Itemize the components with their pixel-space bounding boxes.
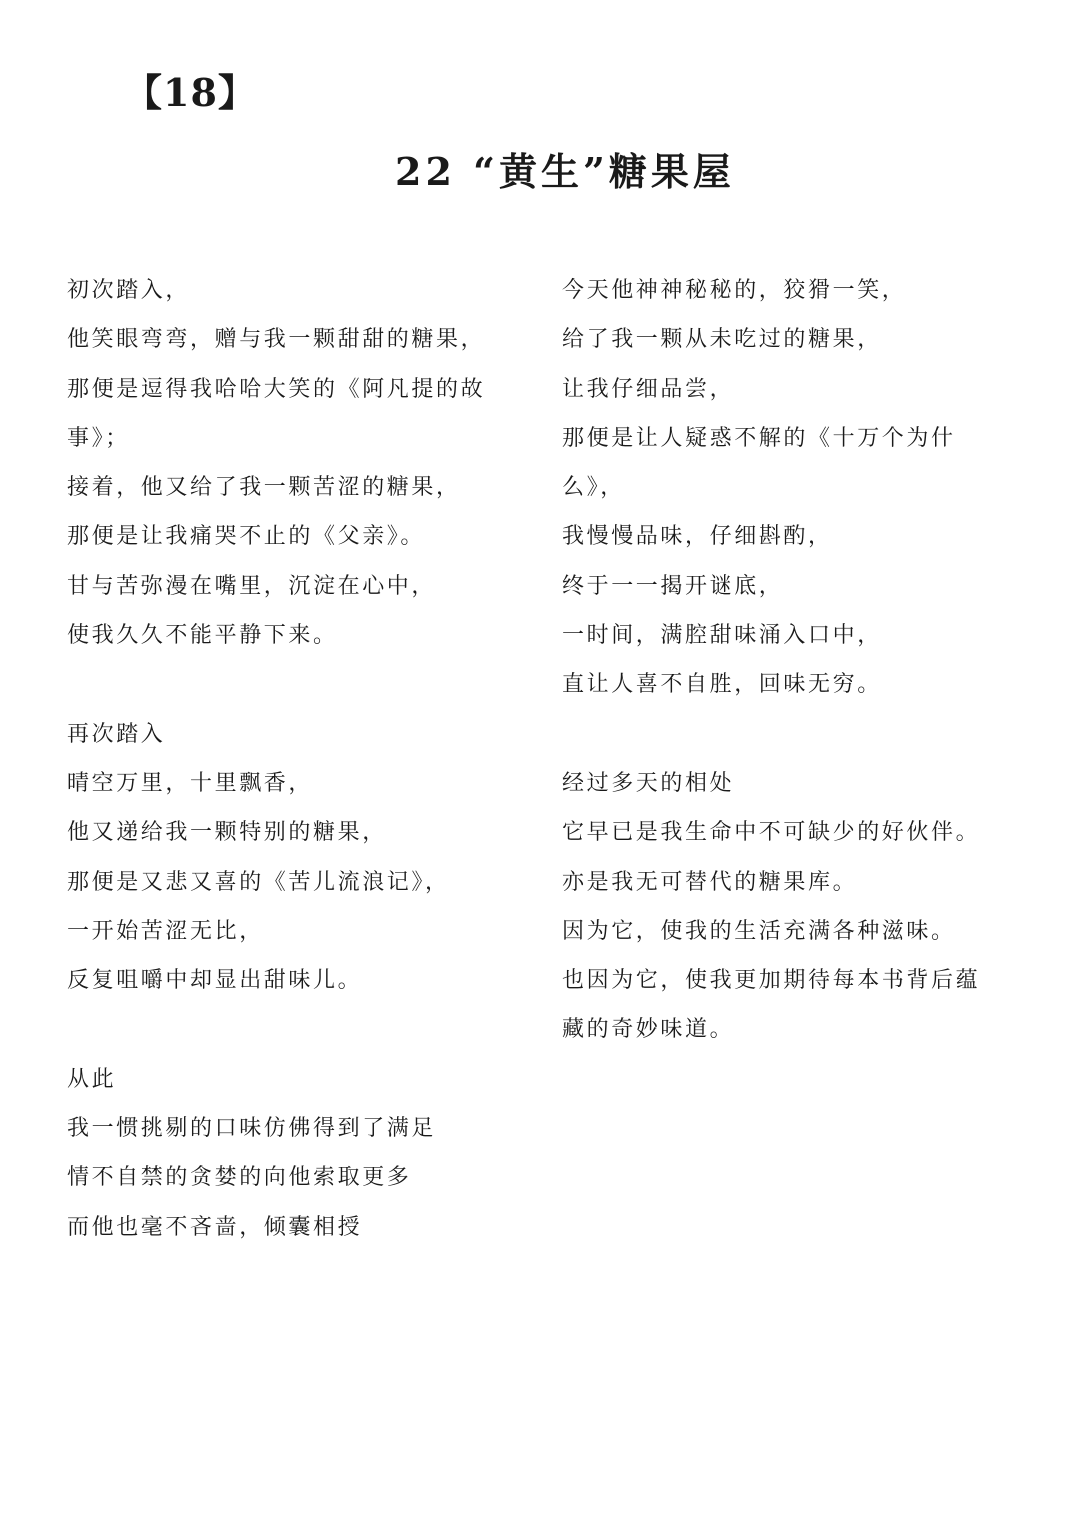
page-title: 22 “黄生”糖果屋	[395, 149, 735, 194]
stanza-gap	[67, 660, 537, 709]
poem-line: 情不自禁的贪婪的向他索取更多	[67, 1165, 412, 1191]
poem-line: 一开始苦涩无比，	[67, 918, 264, 944]
poem-line: 使我久久不能平静下来。	[67, 623, 338, 649]
poem-line: 他笑眼弯弯，赠与我一颗甜甜的糖果，	[67, 327, 486, 353]
stanza	[67, 710, 537, 1006]
poem-line: 终于一一揭开谜底，	[562, 573, 784, 599]
stanza	[67, 1055, 537, 1252]
stanza-gap	[67, 1005, 537, 1054]
poem-line: 再次踏入	[67, 721, 166, 747]
poem-line: 那便是又悲又喜的《苦儿流浪记》，	[67, 869, 450, 895]
poem-line: 晴空万里，十里飘香，	[67, 770, 314, 796]
poem-line: 藏的奇妙味道。	[562, 1017, 735, 1043]
poem-line: 经过多天的相处	[562, 770, 735, 796]
poem-line: 甘与苦弥漫在嘴里，沉淀在心中，	[67, 573, 437, 599]
poem-line: 也因为它，使我更加期待每本书背后蕴	[562, 968, 981, 994]
poem-line: 给了我一颗从未吃过的糖果，	[562, 327, 882, 353]
poem-line: 而他也毫不吝啬，倾囊相授	[67, 1214, 363, 1240]
right-column	[562, 266, 1032, 1055]
stanza	[67, 266, 537, 660]
poem-line: 接着，他又给了我一颗苦涩的糖果，	[67, 475, 461, 501]
poem-line: 一时间，满腔甜味涌入口中，	[562, 623, 882, 649]
poem-line: 直让人喜不自胜，回味无穷。	[562, 672, 882, 698]
poem-line: 因为它，使我的生活充满各种滋味。	[562, 918, 956, 944]
poem-line: 那便是让人疑惑不解的《十万个为什	[562, 425, 956, 451]
poem-line: 反复咀嚼中却显出甜味儿。	[67, 968, 363, 994]
stanza	[562, 266, 1032, 710]
poem-line: 么》，	[562, 475, 625, 501]
stanza	[562, 759, 1032, 1055]
poem-line: 我慢慢品味，仔细斟酌，	[562, 524, 833, 550]
poem-line: 它早已是我生命中不可缺少的好伙伴。	[562, 820, 981, 846]
left-column	[67, 266, 537, 1252]
poem-line: 那便是逗得我哈哈大笑的《阿凡提的故	[67, 376, 486, 402]
entry-number: 【18】	[124, 70, 257, 115]
poem-line: 我一惯挑剔的口味仿佛得到了满足	[67, 1116, 437, 1142]
poem-line: 初次踏入，	[67, 278, 191, 303]
poem-line: 亦是我无可替代的糖果库。	[562, 869, 858, 895]
poem-line: 让我仔细品尝，	[562, 376, 735, 402]
stanza-gap	[562, 710, 1032, 759]
poem-line: 今天他神神秘秘的，狡猾一笑，	[562, 278, 907, 303]
poem-line: 那便是让我痛哭不止的《父亲》。	[67, 524, 426, 550]
poem-line: 从此	[67, 1066, 117, 1092]
poem-line: 事》；	[67, 425, 130, 451]
poem-line: 他又递给我一颗特别的糖果，	[67, 820, 387, 846]
